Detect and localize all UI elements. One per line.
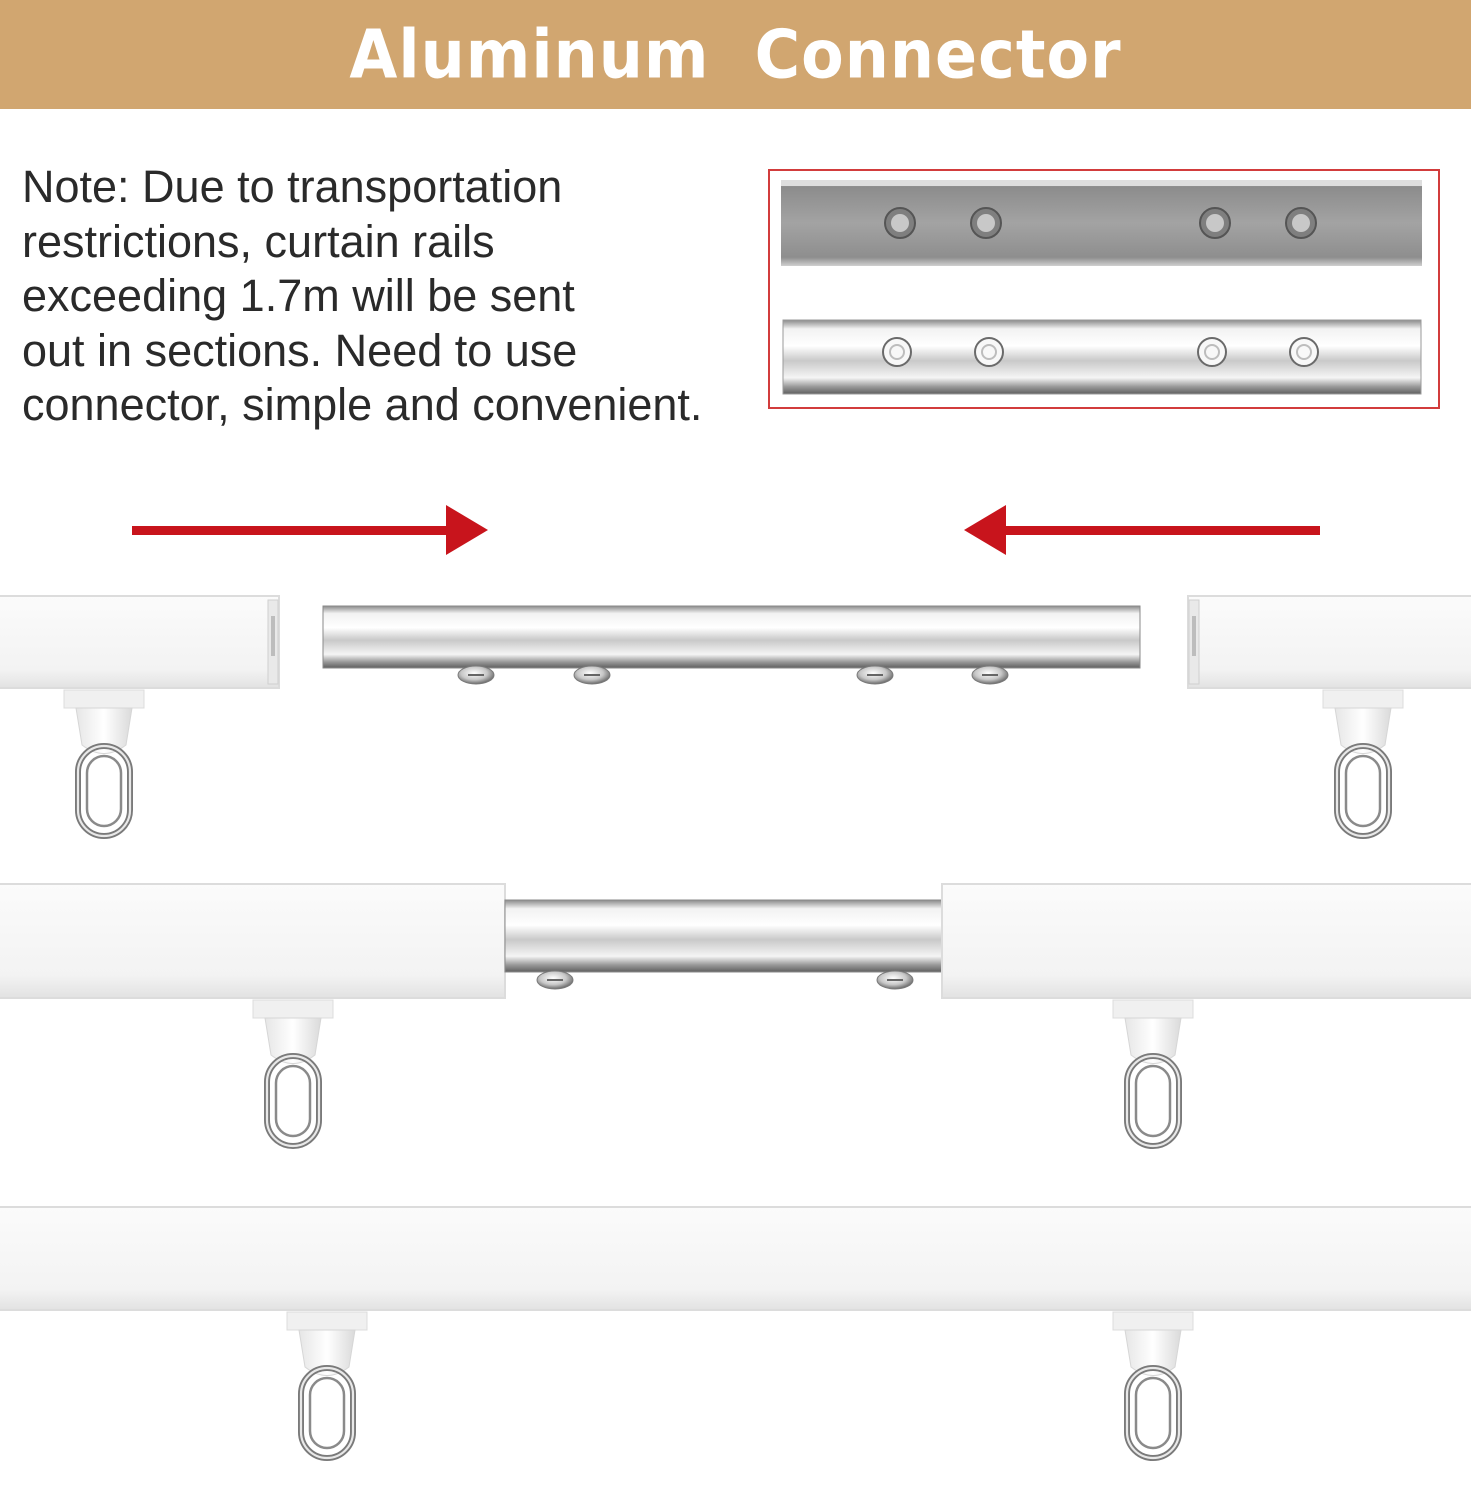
curtain-runner-hook	[1113, 1312, 1193, 1458]
curtain-runner-hook	[1113, 1000, 1193, 1146]
arrow-left-icon	[964, 505, 1320, 555]
screw-hole-icon	[1290, 338, 1318, 366]
note-line: restrictions, curtain rails	[22, 215, 495, 267]
rail-section-left	[0, 596, 279, 688]
note-line: connector, simple and convenient.	[22, 379, 703, 430]
banner-title: Aluminum Connector	[349, 15, 1122, 94]
curtain-runner-hook	[64, 690, 144, 836]
rail-section-right	[1188, 596, 1471, 688]
screw-hole-icon	[883, 338, 911, 366]
curtain-runner-hook	[287, 1312, 367, 1458]
note-line: exceeding 1.7m will be sent	[22, 270, 575, 321]
arrow-right-icon	[132, 505, 488, 555]
curtain-runner-hook	[1323, 690, 1403, 836]
screw-hole-icon	[1198, 338, 1226, 366]
connector-bar-inserted	[505, 900, 942, 989]
connector-bar	[323, 606, 1140, 684]
note-line: out in sections. Need to use	[22, 324, 578, 376]
connector-photo-inset	[769, 170, 1439, 408]
rail-assembled	[0, 1207, 1471, 1310]
screw-hole-icon	[975, 338, 1003, 366]
note-line: Note: Due to transportation	[22, 161, 563, 212]
polished-connector-bar	[783, 320, 1421, 394]
rail-joined-right	[942, 884, 1471, 998]
rail-joined-left	[0, 884, 505, 998]
brushed-connector-bar	[781, 180, 1422, 266]
curtain-runner-hook	[253, 1000, 333, 1146]
